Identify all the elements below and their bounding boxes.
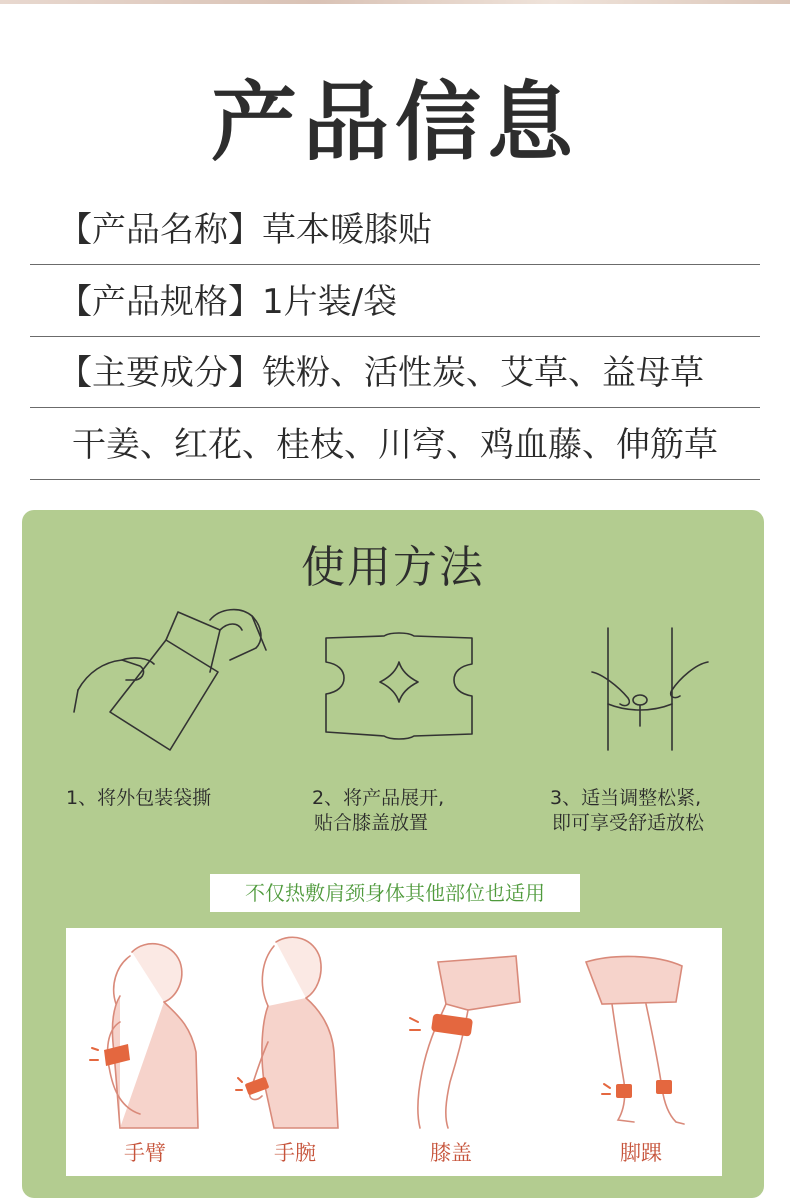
step-3-line2: 即可享受舒适放松 [552,812,705,834]
name-value: 草本暖膝贴 [262,210,432,250]
spec-label: 【产品规格】 [58,282,262,322]
info-row-spec [30,272,760,337]
apply-knee-illustration [588,600,718,760]
page-title: 产品信息 [211,73,579,173]
info-row-name [30,200,760,265]
step-1-line1: 1、将外包装袋撕 [66,787,212,809]
top-banner-strip [0,0,790,4]
step-3-line1: 3、适当调整松紧, [550,787,702,809]
ankle-figure-illustration [572,932,702,1136]
ingredient-value-line2: 干姜、红花、桂枝、川穹、鸡血藤、伸筋草 [72,425,718,465]
ingredient-label: 【主要成分】 [58,353,262,393]
step-2-line1: 2、将产品展开, [312,787,445,809]
info-row-ingredients-cont [30,415,760,480]
info-row-ingredients [30,343,760,408]
label-knee: 膝盖 [430,1141,472,1165]
patch-shape-illustration [314,600,484,760]
tear-package-illustration [70,600,270,760]
step-3-text [550,786,704,836]
wrist-figure-illustration [234,932,354,1136]
arm-figure-illustration [80,932,210,1136]
usage-title: 使用方法 [301,542,485,593]
name-label: 【产品名称】 [58,210,262,250]
ingredient-value-line1: 铁粉、活性炭、艾草、益母草 [262,353,704,393]
step-2-line2: 贴合膝盖放置 [314,812,429,834]
label-ankle: 脚踝 [620,1141,662,1165]
spec-value: 1片装/袋 [262,282,398,322]
knee-figure-illustration [398,932,528,1136]
body-parts-panel [66,928,722,1176]
step-2-text [312,786,444,836]
usage-panel [22,510,764,1198]
label-arm: 手臂 [124,1141,166,1165]
step-1-text [66,786,211,811]
label-wrist: 手腕 [274,1141,316,1165]
other-parts-note: 不仅热敷肩颈身体其他部位也适用 [210,874,580,912]
